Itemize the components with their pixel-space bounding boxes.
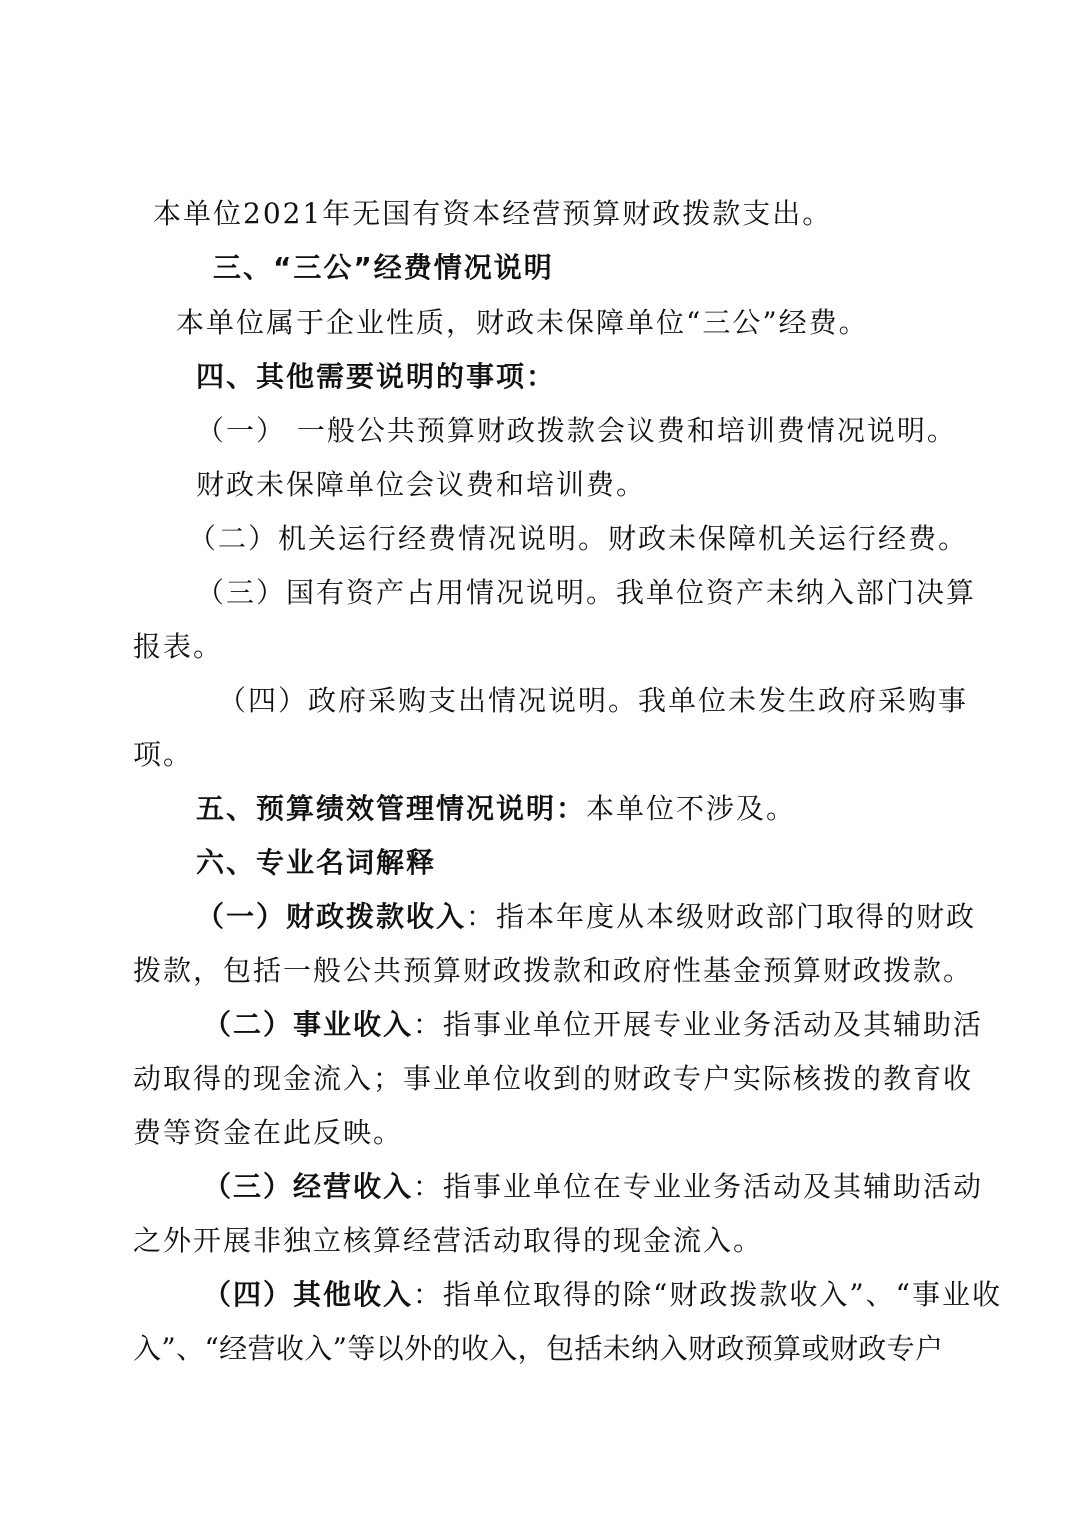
paragraph-three-public-expenses: 本单位属于企业性质，财政未保障单位“三公”经费。 — [176, 306, 869, 339]
term-other-income: （四）其他收入 — [203, 1278, 414, 1311]
definition-operating-income: ：指事业单位在专业业务活动及其辅助活动 — [413, 1170, 984, 1203]
heading-glossary: 六、专业名词解释 — [196, 846, 437, 879]
heading-other-matters: 四、其他需要说明的事项： — [196, 360, 557, 393]
paragraph-performance-management — [196, 791, 796, 827]
term-business-income: （二）事业收入 — [203, 1008, 414, 1041]
glossary-fiscal-appropriation-line-2: 拨款，包括一般公共预算财政拨款和政府性基金预算财政拨款。 — [133, 954, 974, 987]
glossary-fiscal-appropriation-line-1 — [196, 899, 977, 935]
paragraph-procurement-line-1: （四）政府采购支出情况说明。我单位未发生政府采购事 — [218, 684, 969, 717]
glossary-operating-income-line-1 — [203, 1169, 984, 1205]
performance-management-body: 本单位不涉及。 — [586, 792, 797, 825]
paragraph-procurement-line-2: 项。 — [133, 738, 194, 771]
definition-business-income: ：指事业单位开展专业业务活动及其辅助活 — [413, 1008, 984, 1041]
glossary-business-income-line-3: 费等资金在此反映。 — [133, 1116, 404, 1149]
glossary-other-income-line-2: 入”、“经营收入”等以外的收入，包括未纳入财政预算或财政专户 — [133, 1332, 943, 1365]
paragraph-meeting-training-body: 财政未保障单位会议费和培训费。 — [196, 468, 647, 501]
glossary-business-income-line-2: 动取得的现金流入；事业单位收到的财政专户实际核拨的教育收 — [133, 1062, 974, 1095]
term-operating-income: （三）经营收入 — [203, 1170, 414, 1203]
heading-three-public-expenses: 三、“三公”经费情况说明 — [213, 251, 554, 284]
paragraph-state-capital-budget: 本单位2021年无国有资本经营预算财政拨款支出。 — [153, 197, 833, 230]
heading-performance-management: 五、预算绩效管理情况说明： — [196, 792, 587, 825]
glossary-business-income-line-1 — [203, 1007, 984, 1043]
paragraph-operating-expenses: （二）机关运行经费情况说明。财政未保障机关运行经费。 — [188, 522, 969, 555]
paragraph-meeting-training-title: （一） 一般公共预算财政拨款会议费和培训费情况说明。 — [196, 414, 957, 447]
definition-fiscal-appropriation: ：指本年度从本级财政部门取得的财政 — [466, 900, 977, 933]
definition-other-income: ：指单位取得的除“财政拨款收入”、“事业收 — [413, 1278, 1002, 1311]
glossary-operating-income-line-2: 之外开展非独立核算经营活动取得的现金流入。 — [133, 1224, 764, 1257]
glossary-other-income-line-1 — [203, 1277, 1002, 1313]
term-fiscal-appropriation: （一）财政拨款收入 — [196, 900, 467, 933]
paragraph-state-assets-line-1: （三）国有资产占用情况说明。我单位资产未纳入部门决算 — [196, 576, 977, 609]
paragraph-state-assets-line-2: 报表。 — [133, 630, 224, 663]
